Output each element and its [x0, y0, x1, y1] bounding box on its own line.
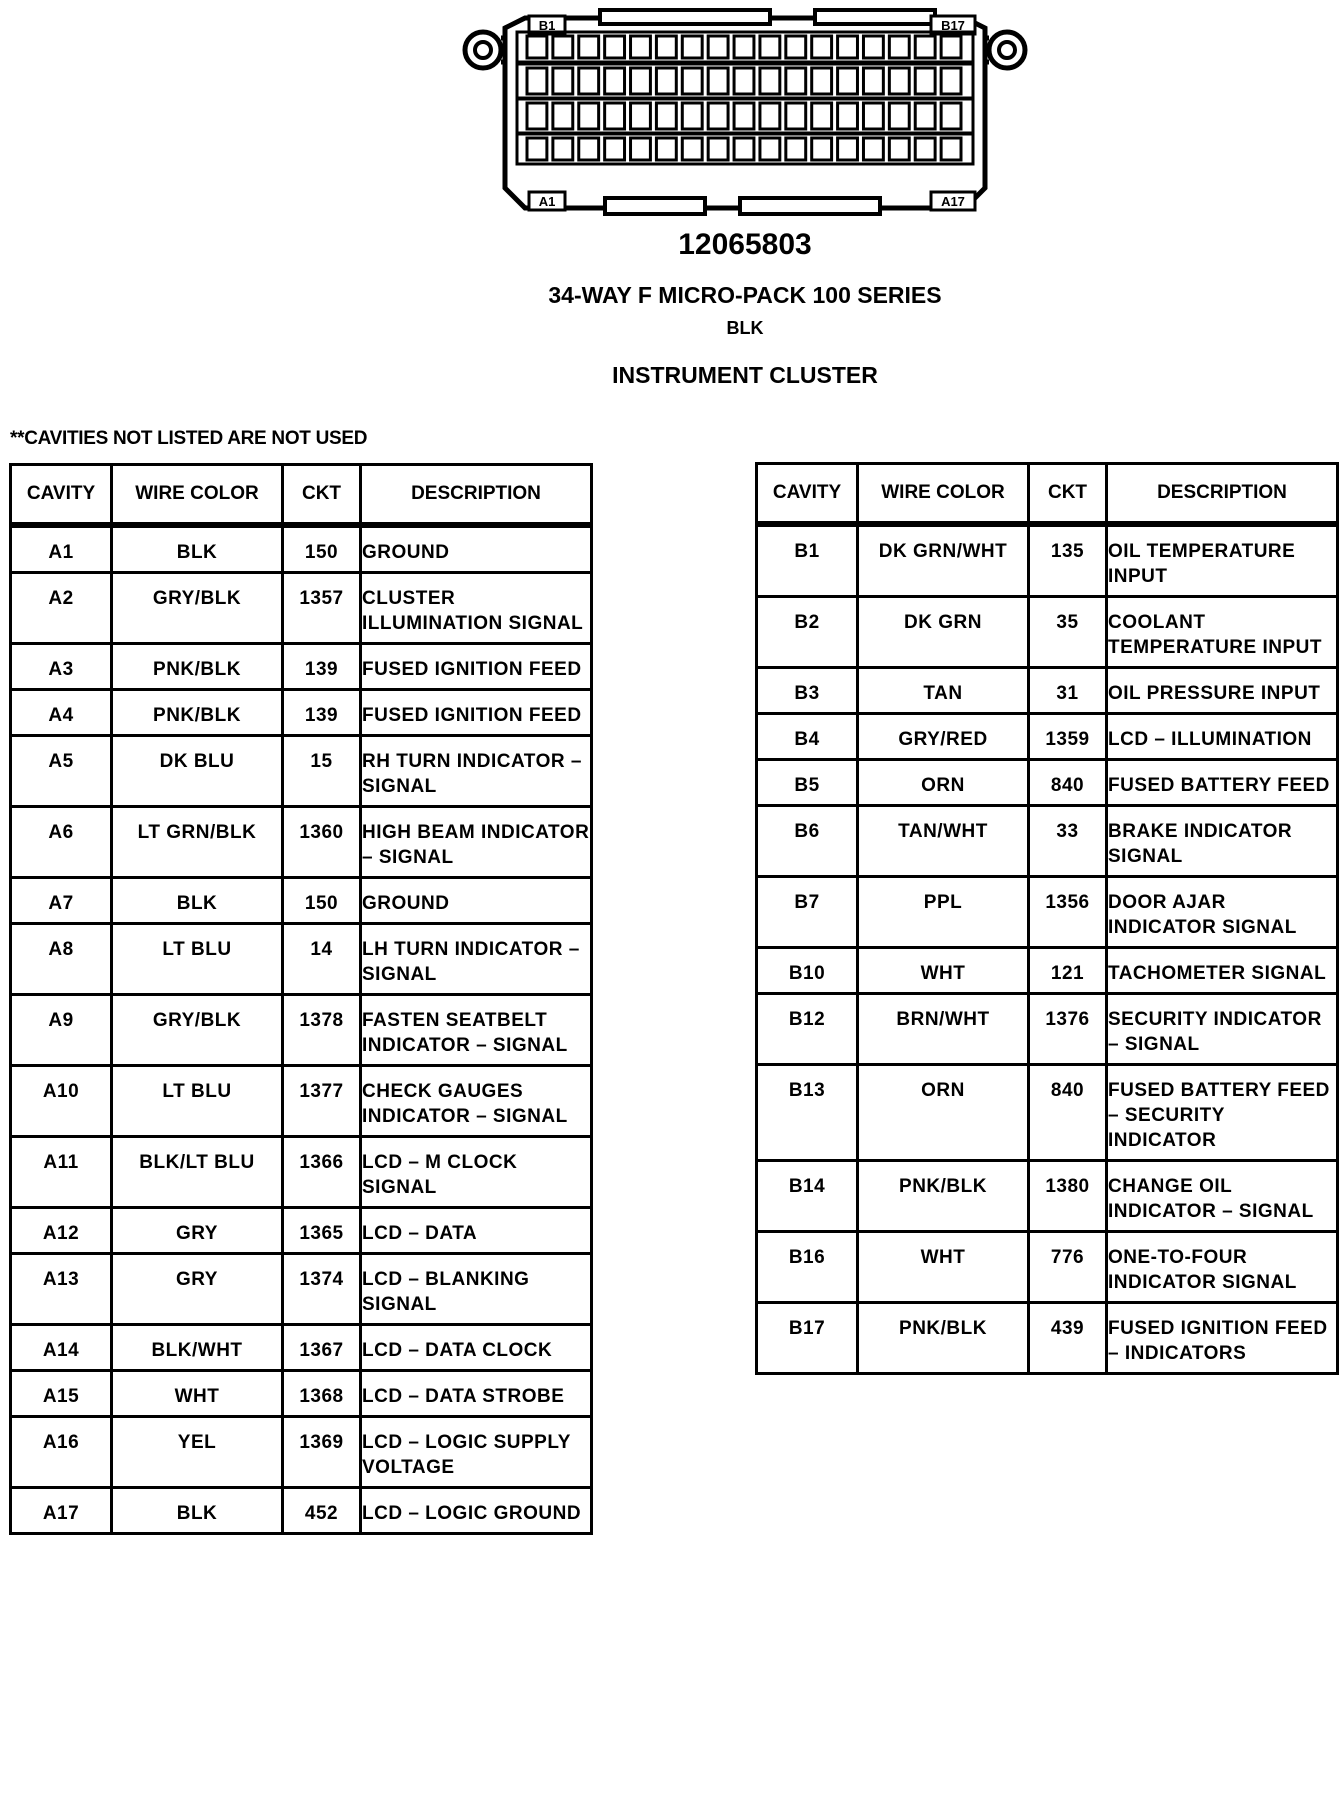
cavity-slot	[631, 68, 651, 94]
ckt-cell: 1366	[283, 1137, 361, 1208]
cavity-cell: A12	[11, 1208, 112, 1254]
table-row	[757, 948, 1338, 994]
wire-color-cell: GRY	[112, 1208, 283, 1254]
header-ckt: CKT	[1029, 464, 1107, 525]
cavity-slot	[915, 138, 935, 160]
wire-color-cell: ORN	[858, 1065, 1029, 1161]
wire-color-cell: WHT	[112, 1371, 283, 1417]
ckt-cell: 15	[283, 736, 361, 807]
wire-color-cell: WHT	[858, 1232, 1029, 1303]
cavity-slot	[915, 36, 935, 58]
description-cell: COOLANT TEMPERATURE INPUT	[1107, 597, 1338, 668]
ckt-cell: 1365	[283, 1208, 361, 1254]
cavity-slot	[812, 103, 832, 129]
ckt-cell: 1374	[283, 1254, 361, 1325]
cavity-slot	[889, 68, 909, 94]
header-ckt: CKT	[283, 465, 361, 526]
cavity-cell: A15	[11, 1371, 112, 1417]
cavity-cell: A11	[11, 1137, 112, 1208]
cavity-slot	[889, 103, 909, 129]
ckt-cell: 840	[1029, 1065, 1107, 1161]
cavity-cell: A5	[11, 736, 112, 807]
wire-color-cell: GRY	[112, 1254, 283, 1325]
table-row	[11, 1371, 592, 1417]
wire-color-cell: GRY/RED	[858, 714, 1029, 760]
cavity-cell: A6	[11, 807, 112, 878]
cavity-slot	[889, 138, 909, 160]
cavity-slot	[838, 36, 858, 58]
cavity-cell: A17	[11, 1488, 112, 1534]
wire-color-cell: PNK/BLK	[858, 1161, 1029, 1232]
table-row	[757, 1232, 1338, 1303]
table-row	[11, 1488, 592, 1534]
wire-color-cell: LT BLU	[112, 924, 283, 995]
cavity-cell: B10	[757, 948, 858, 994]
table-row	[11, 1417, 592, 1488]
cavity-slot	[786, 68, 806, 94]
cavity-slot	[631, 36, 651, 58]
wire-color-cell: LT BLU	[112, 1066, 283, 1137]
description-cell: CHANGE OIL INDICATOR – SIGNAL	[1107, 1161, 1338, 1232]
wire-color-cell: LT GRN/BLK	[112, 807, 283, 878]
cavity-cell: B17	[757, 1303, 858, 1374]
cavity-slot	[527, 103, 547, 129]
cavity-slot	[527, 138, 547, 160]
description-cell: LCD – LOGIC SUPPLY VOLTAGE	[361, 1417, 592, 1488]
corner-label-a17: A17	[941, 194, 965, 209]
wire-color-cell: DK GRN	[858, 597, 1029, 668]
wire-color-cell: PPL	[858, 877, 1029, 948]
ckt-cell: 150	[283, 878, 361, 924]
cavity-cell: A13	[11, 1254, 112, 1325]
wire-color-cell: BLK	[112, 878, 283, 924]
table-row	[11, 878, 592, 924]
cavity-slot	[812, 36, 832, 58]
cavity-slot	[863, 36, 883, 58]
cavity-cell: A9	[11, 995, 112, 1066]
ckt-cell: 452	[283, 1488, 361, 1534]
cavity-slot	[656, 103, 676, 129]
description-cell: GROUND	[361, 878, 592, 924]
corner-label-b17: B17	[941, 18, 965, 33]
description-cell: SECURITY INDICATOR – SIGNAL	[1107, 994, 1338, 1065]
ckt-cell: 1377	[283, 1066, 361, 1137]
ckt-cell: 31	[1029, 668, 1107, 714]
wire-color-cell: YEL	[112, 1417, 283, 1488]
description-cell: FUSED BATTERY FEED – SECURITY INDICATOR	[1107, 1065, 1338, 1161]
cavity-slot	[656, 68, 676, 94]
description-cell: LCD – DATA CLOCK	[361, 1325, 592, 1371]
table-row	[11, 573, 592, 644]
description-cell: LCD – ILLUMINATION	[1107, 714, 1338, 760]
cavity-slot	[863, 68, 883, 94]
cavity-slot	[579, 36, 599, 58]
cavity-cell: B5	[757, 760, 858, 806]
corner-label-a1: A1	[538, 194, 556, 209]
cavity-slot	[579, 138, 599, 160]
wire-color-cell: WHT	[858, 948, 1029, 994]
cavity-slot	[605, 68, 625, 94]
cavity-slot	[682, 103, 702, 129]
cavity-cell: A16	[11, 1417, 112, 1488]
wire-color-cell: BLK	[112, 1488, 283, 1534]
table-row	[11, 1137, 592, 1208]
header-wire-color: WIRE COLOR	[112, 465, 283, 526]
wire-color-cell: PNK/BLK	[858, 1303, 1029, 1374]
cavity-cell: A10	[11, 1066, 112, 1137]
cavity-slot	[708, 138, 728, 160]
cavity-slot	[889, 36, 909, 58]
connector-title: INSTRUMENT CLUSTER	[612, 362, 878, 388]
cavity-slot	[656, 138, 676, 160]
ckt-cell: 135	[1029, 524, 1107, 597]
cavity-cell: B1	[757, 524, 858, 597]
cavity-cell: B3	[757, 668, 858, 714]
cavity-slot	[579, 68, 599, 94]
cavity-cell: A8	[11, 924, 112, 995]
corner-label-b1: B1	[538, 18, 556, 33]
cavity-slot	[605, 103, 625, 129]
description-cell: CLUSTER ILLUMINATION SIGNAL	[361, 573, 592, 644]
table-row	[11, 995, 592, 1066]
ckt-cell: 33	[1029, 806, 1107, 877]
cavity-cell: B4	[757, 714, 858, 760]
table-row	[757, 524, 1338, 597]
cavity-slot	[812, 68, 832, 94]
description-cell: FUSED IGNITION FEED – INDICATORS	[1107, 1303, 1338, 1374]
description-cell: LCD – LOGIC GROUND	[361, 1488, 592, 1534]
connector-type: 34-WAY F MICRO-PACK 100 SERIES	[548, 282, 942, 308]
cavity-cell: A2	[11, 573, 112, 644]
cavity-slot	[812, 138, 832, 160]
cavity-slot	[941, 68, 961, 94]
cavity-slot	[656, 36, 676, 58]
ckt-cell: 1356	[1029, 877, 1107, 948]
cavity-cell: A14	[11, 1325, 112, 1371]
cavity-slot	[734, 138, 754, 160]
description-cell: FUSED IGNITION FEED	[361, 644, 592, 690]
description-cell: ONE-TO-FOUR INDICATOR SIGNAL	[1107, 1232, 1338, 1303]
table-header-row	[757, 464, 1338, 525]
cavity-slot	[915, 68, 935, 94]
description-cell: LCD – BLANKING SIGNAL	[361, 1254, 592, 1325]
cavity-slot	[734, 68, 754, 94]
wire-color-cell: DK GRN/WHT	[858, 524, 1029, 597]
cavity-slot	[786, 138, 806, 160]
cavity-slot	[760, 138, 780, 160]
cavity-slot	[734, 36, 754, 58]
description-cell: OIL TEMPERATURE INPUT	[1107, 524, 1338, 597]
cavity-cell: B16	[757, 1232, 858, 1303]
table-row	[757, 1161, 1338, 1232]
ckt-cell: 776	[1029, 1232, 1107, 1303]
description-cell: DOOR AJAR INDICATOR SIGNAL	[1107, 877, 1338, 948]
ckt-cell: 139	[283, 690, 361, 736]
cavity-slot	[708, 68, 728, 94]
ckt-cell: 121	[1029, 948, 1107, 994]
description-cell: GROUND	[361, 525, 592, 573]
table-row	[757, 760, 1338, 806]
header-description: DESCRIPTION	[361, 465, 592, 526]
description-cell: LCD – DATA	[361, 1208, 592, 1254]
cavity-slot	[605, 36, 625, 58]
cavity-slot	[553, 138, 573, 160]
table-row	[757, 877, 1338, 948]
wire-color-cell: ORN	[858, 760, 1029, 806]
cavity-cell: A4	[11, 690, 112, 736]
ckt-cell: 1360	[283, 807, 361, 878]
wire-color-cell: BRN/WHT	[858, 994, 1029, 1065]
cavity-slot	[915, 103, 935, 129]
description-cell: FUSED IGNITION FEED	[361, 690, 592, 736]
cavity-slot	[760, 36, 780, 58]
table-row	[757, 806, 1338, 877]
ckt-cell: 35	[1029, 597, 1107, 668]
cavity-cell: B12	[757, 994, 858, 1065]
part-number: 12065803	[678, 228, 812, 261]
wire-color-cell: PNK/BLK	[112, 644, 283, 690]
description-cell: FUSED BATTERY FEED	[1107, 760, 1338, 806]
ckt-cell: 1357	[283, 573, 361, 644]
cavity-slot	[838, 103, 858, 129]
header-wire-color: WIRE COLOR	[858, 464, 1029, 525]
ckt-cell: 1380	[1029, 1161, 1107, 1232]
header-cavity: CAVITY	[11, 465, 112, 526]
table-row	[11, 736, 592, 807]
cavity-slot	[605, 138, 625, 160]
description-cell: CHECK GAUGES INDICATOR – SIGNAL	[361, 1066, 592, 1137]
table-row	[11, 924, 592, 995]
cavity-slot	[734, 103, 754, 129]
wire-color-cell: BLK	[112, 525, 283, 573]
ckt-cell: 1367	[283, 1325, 361, 1371]
cavity-slot	[682, 138, 702, 160]
table-row	[11, 525, 592, 573]
cavity-slot	[631, 103, 651, 129]
ckt-cell: 139	[283, 644, 361, 690]
ckt-cell: 1378	[283, 995, 361, 1066]
ckt-cell: 1368	[283, 1371, 361, 1417]
cavity-cell: A1	[11, 525, 112, 573]
wire-color-cell: TAN/WHT	[858, 806, 1029, 877]
cavity-slot	[553, 36, 573, 58]
description-cell: BRAKE INDICATOR SIGNAL	[1107, 806, 1338, 877]
wire-color-cell: TAN	[858, 668, 1029, 714]
ckt-cell: 439	[1029, 1303, 1107, 1374]
ckt-cell: 150	[283, 525, 361, 573]
cavity-slot	[863, 138, 883, 160]
cavity-slot	[527, 36, 547, 58]
cavity-cell: A3	[11, 644, 112, 690]
table-row	[11, 807, 592, 878]
table-row	[11, 1208, 592, 1254]
connector-color: BLK	[726, 318, 764, 338]
ckt-cell: 1359	[1029, 714, 1107, 760]
connector-diagram	[455, 8, 1035, 218]
pinout-table-a	[9, 463, 593, 1535]
wire-color-cell: PNK/BLK	[112, 690, 283, 736]
cavity-slot	[708, 103, 728, 129]
cavity-slot	[941, 103, 961, 129]
wire-color-cell: GRY/BLK	[112, 995, 283, 1066]
cavity-cell: B6	[757, 806, 858, 877]
cavity-slot	[760, 103, 780, 129]
pinout-table-b	[755, 462, 1339, 1375]
description-cell: FASTEN SEATBELT INDICATOR – SIGNAL	[361, 995, 592, 1066]
ckt-cell: 840	[1029, 760, 1107, 806]
cavity-slot	[553, 68, 573, 94]
table-row	[11, 644, 592, 690]
cavity-slot	[682, 68, 702, 94]
cavity-slot	[708, 36, 728, 58]
description-cell: LH TURN INDICATOR – SIGNAL	[361, 924, 592, 995]
description-cell: LCD – DATA STROBE	[361, 1371, 592, 1417]
table-row	[757, 597, 1338, 668]
cavity-slot	[682, 36, 702, 58]
cavity-cell: B2	[757, 597, 858, 668]
description-cell: OIL PRESSURE INPUT	[1107, 668, 1338, 714]
cavity-slot	[941, 138, 961, 160]
wire-color-cell: GRY/BLK	[112, 573, 283, 644]
header-description: DESCRIPTION	[1107, 464, 1338, 525]
ckt-cell: 14	[283, 924, 361, 995]
cavity-cell: A7	[11, 878, 112, 924]
description-cell: LCD – M CLOCK SIGNAL	[361, 1137, 592, 1208]
cavity-slot	[553, 103, 573, 129]
wire-color-cell: BLK/LT BLU	[112, 1137, 283, 1208]
header-cavity: CAVITY	[757, 464, 858, 525]
cavity-slot	[760, 68, 780, 94]
cavity-slot	[786, 36, 806, 58]
cavity-slot	[941, 36, 961, 58]
table-row	[757, 1303, 1338, 1374]
table-header-row	[11, 465, 592, 526]
description-cell: TACHOMETER SIGNAL	[1107, 948, 1338, 994]
cavity-slot	[838, 68, 858, 94]
description-cell: RH TURN INDICATOR – SIGNAL	[361, 736, 592, 807]
table-row	[757, 994, 1338, 1065]
table-row	[11, 690, 592, 736]
table-row	[757, 668, 1338, 714]
table-row	[11, 1254, 592, 1325]
cavity-slot	[838, 138, 858, 160]
cavity-slot	[527, 68, 547, 94]
table-row	[757, 1065, 1338, 1161]
ckt-cell: 1376	[1029, 994, 1107, 1065]
cavity-grid	[517, 32, 973, 164]
cavity-slot	[579, 103, 599, 129]
table-row	[11, 1325, 592, 1371]
cavity-cell: B13	[757, 1065, 858, 1161]
table-row	[757, 714, 1338, 760]
wire-color-cell: BLK/WHT	[112, 1325, 283, 1371]
cavity-cell: B7	[757, 877, 858, 948]
wire-color-cell: DK BLU	[112, 736, 283, 807]
unused-cavities-note: **CAVITIES NOT LISTED ARE NOT USED	[10, 428, 368, 449]
description-cell: HIGH BEAM INDICATOR – SIGNAL	[361, 807, 592, 878]
ckt-cell: 1369	[283, 1417, 361, 1488]
table-row	[11, 1066, 592, 1137]
cavity-slot	[631, 138, 651, 160]
cavity-slot	[863, 103, 883, 129]
cavity-slot	[786, 103, 806, 129]
cavity-cell: B14	[757, 1161, 858, 1232]
